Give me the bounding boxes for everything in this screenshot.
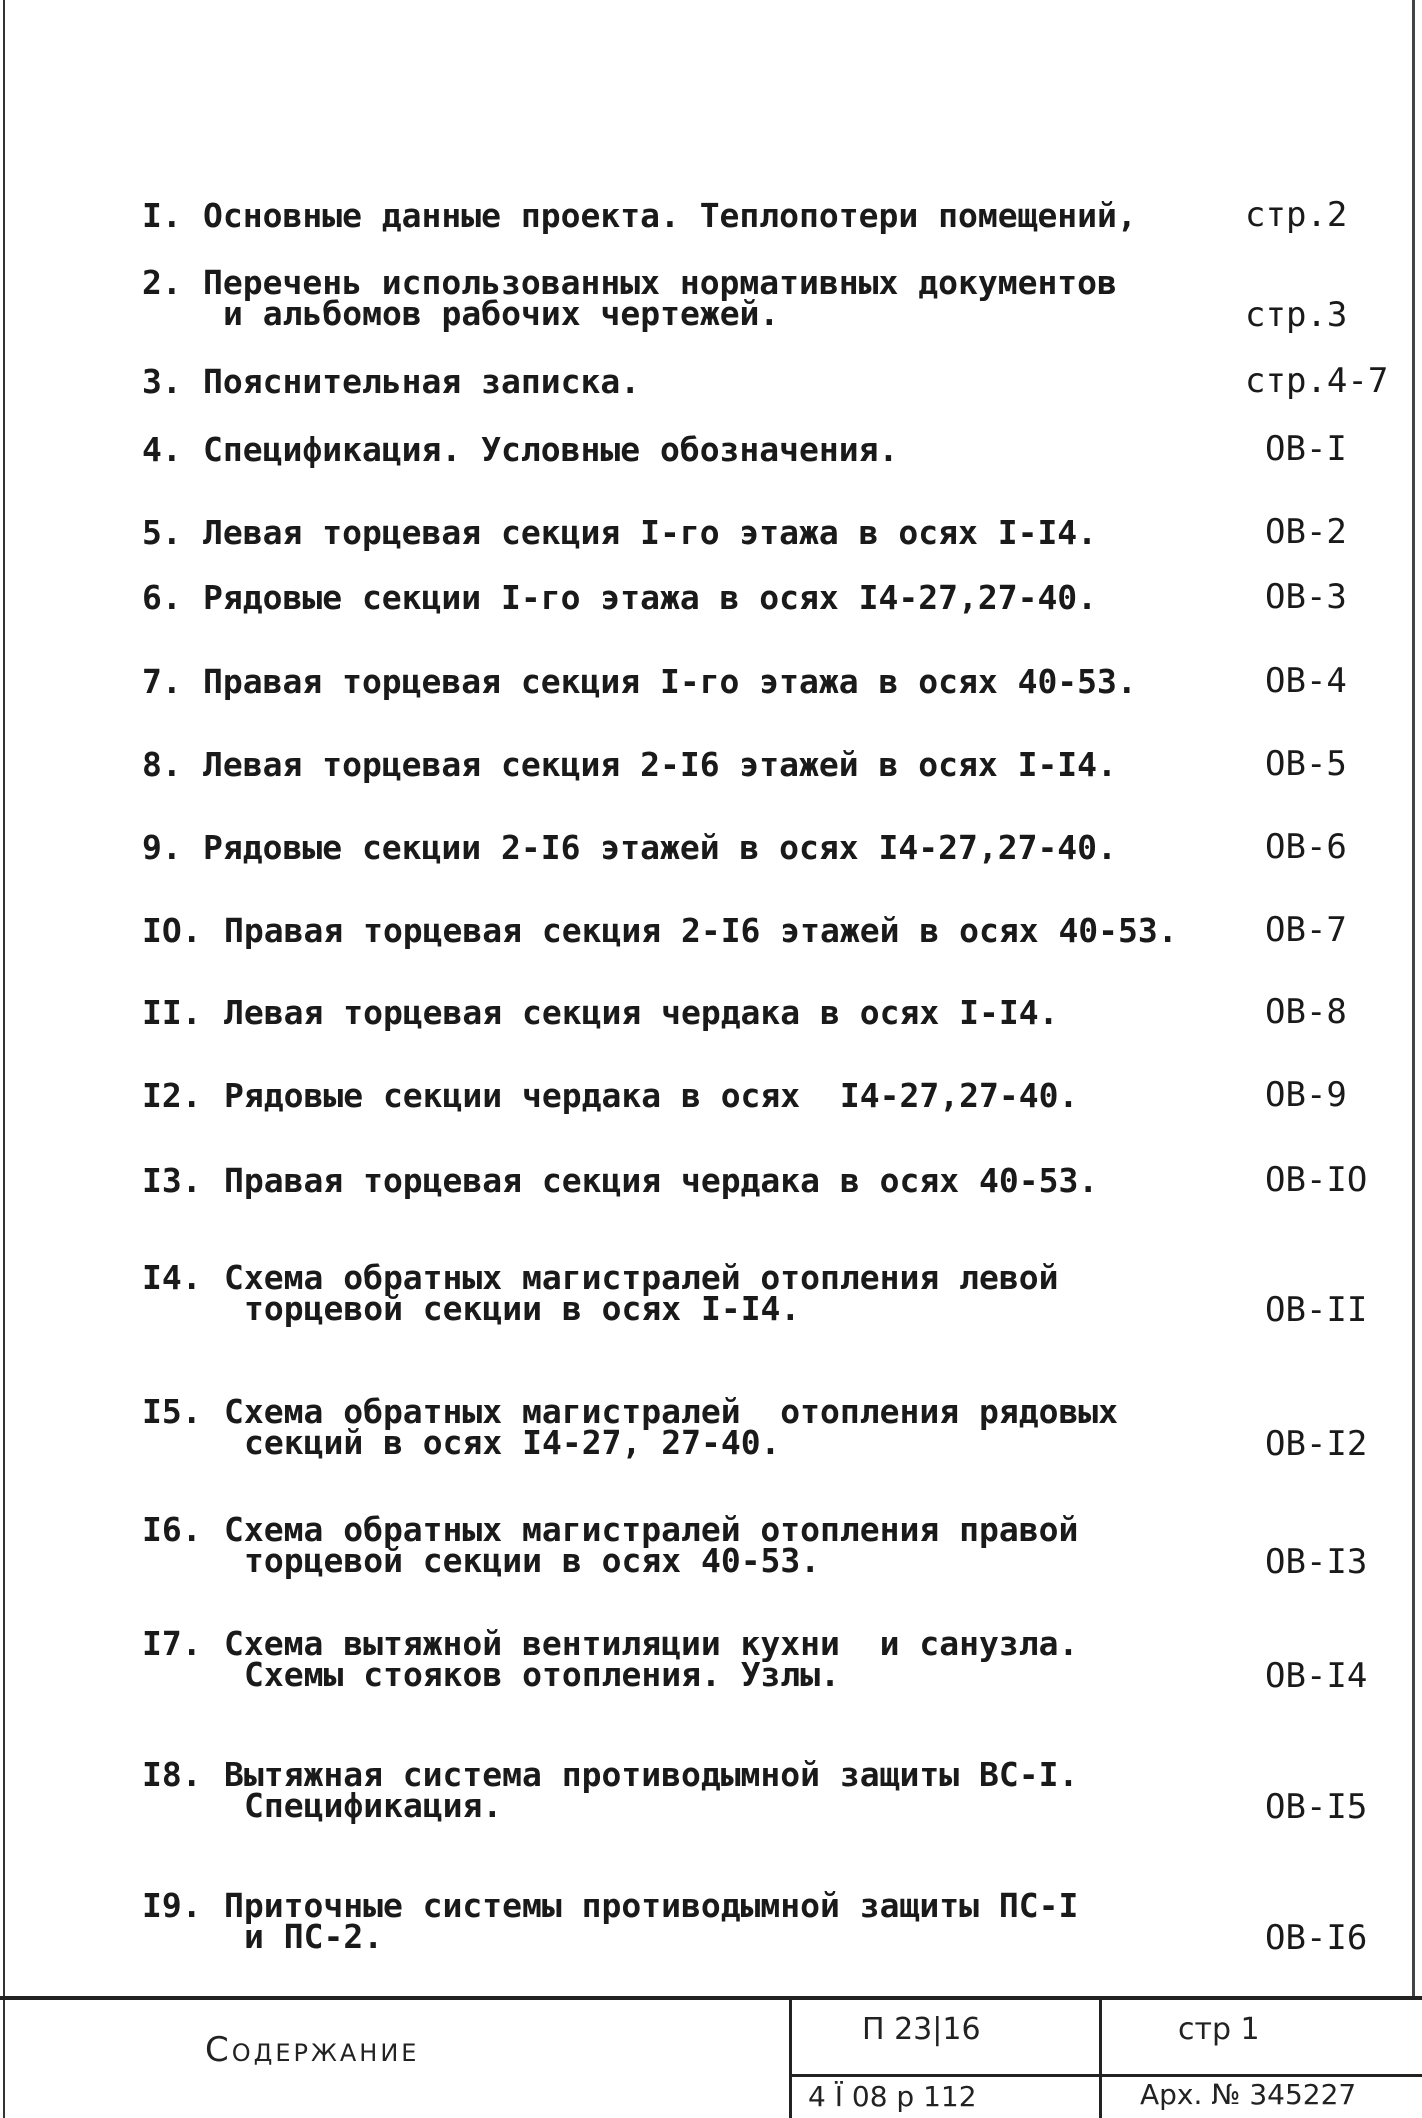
item-number: I6. bbox=[142, 1510, 202, 1549]
item-title: Вытяжная система противодымной защиты ВС-I. bbox=[224, 1755, 1079, 1794]
item-title: и альбомов рабочих чертежей. bbox=[223, 294, 780, 333]
item-title: Правая торцевая секция 2-I6 этажей в осях 40-53. bbox=[224, 911, 1178, 950]
item-number: 7. bbox=[142, 662, 182, 701]
item-title: торцевой секции в осях I-I4. bbox=[244, 1289, 801, 1328]
divider bbox=[1099, 1996, 1102, 2118]
item-page-ref: ОВ-IO bbox=[1265, 1160, 1368, 1200]
item-page-ref: ОВ-I5 bbox=[1265, 1787, 1368, 1827]
item-page-ref: ОВ-6 bbox=[1265, 827, 1347, 867]
item-number: 2. bbox=[142, 263, 182, 302]
item-page-ref: стр.3 bbox=[1245, 295, 1348, 335]
divider bbox=[789, 1996, 792, 2118]
item-number: 4. bbox=[142, 430, 182, 469]
item-number: 5. bbox=[142, 513, 182, 552]
item-page-ref: ОВ-9 bbox=[1265, 1075, 1347, 1115]
item-number: 9. bbox=[142, 828, 182, 867]
item-number: I2. bbox=[142, 1076, 202, 1115]
item-page-ref: ОВ-I3 bbox=[1265, 1542, 1368, 1582]
item-number: 8. bbox=[142, 745, 182, 784]
archive-number: Арх. № 345227 bbox=[1140, 2078, 1357, 2111]
item-page-ref: ОВ-II bbox=[1265, 1290, 1368, 1330]
item-page-ref: ОВ-2 bbox=[1265, 512, 1347, 552]
item-page-ref: ОВ-I4 bbox=[1265, 1656, 1368, 1696]
item-title: Спецификация. Условные обозначения. bbox=[203, 430, 899, 469]
item-title: Рядовые секции чердака в осях I4-27,27-40. bbox=[224, 1076, 1079, 1115]
item-title: Схемы стояков отопления. Узлы. bbox=[244, 1655, 841, 1694]
item-number: I. bbox=[142, 196, 182, 235]
item-title: Схема обратных магистралей отопления правой bbox=[224, 1510, 1079, 1549]
divider bbox=[789, 2074, 1422, 2077]
item-title: Схема обратных магистралей отопления рядовых bbox=[224, 1392, 1119, 1431]
item-title: Спецификация. bbox=[244, 1786, 503, 1825]
item-page-ref: ОВ-8 bbox=[1265, 992, 1347, 1032]
item-page-ref: стр.2 bbox=[1245, 195, 1348, 235]
item-number: I7. bbox=[142, 1624, 202, 1663]
item-page-ref: ОВ-3 bbox=[1265, 577, 1347, 617]
item-page-ref: ОВ-I6 bbox=[1265, 1918, 1368, 1958]
item-title: Правая торцевая секция чердака в осях 40-53. bbox=[224, 1161, 1099, 1200]
item-title: Левая торцевая секция 2-I6 этажей в осях I-I4. bbox=[203, 745, 1117, 784]
item-title: Правая торцевая секция I-го этажа в осях 40-53. bbox=[203, 662, 1137, 701]
item-number: 3. bbox=[142, 362, 182, 401]
title-block-top-border bbox=[0, 1996, 1422, 2000]
page-border-right bbox=[1412, 0, 1415, 2000]
item-title: Левая торцевая секция I-го этажа в осях I-I4. bbox=[203, 513, 1098, 552]
item-page-ref: ОВ-4 bbox=[1265, 661, 1347, 701]
item-title: Рядовые секции I-го этажа в осях I4-27,27-40. bbox=[203, 578, 1098, 617]
item-page-ref: ОВ-7 bbox=[1265, 910, 1347, 950]
item-number: I5. bbox=[142, 1392, 202, 1431]
item-title: Основные данные проекта. Теплопотери помещений, bbox=[203, 196, 1137, 235]
item-page-ref: ОВ-5 bbox=[1265, 744, 1347, 784]
document-title: Содержание bbox=[205, 2030, 420, 2070]
item-title: Рядовые секции 2-I6 этажей в осях I4-27,27-40. bbox=[203, 828, 1117, 867]
item-number: 6. bbox=[142, 578, 182, 617]
item-number: I9. bbox=[142, 1886, 202, 1925]
item-title: и ПС-2. bbox=[244, 1917, 384, 1956]
item-number: II. bbox=[142, 993, 202, 1032]
item-page-ref: ОВ-I2 bbox=[1265, 1424, 1368, 1464]
item-title: торцевой секции в осях 40-53. bbox=[244, 1541, 821, 1580]
title-block bbox=[0, 1996, 1422, 2118]
item-title: Пояснительная записка. bbox=[203, 362, 641, 401]
item-page-ref: стр.4-7 bbox=[1245, 361, 1389, 401]
item-title: Перечень использованных нормативных документов bbox=[203, 263, 1117, 302]
project-code: П 23|16 bbox=[862, 2012, 981, 2047]
page-border-left bbox=[3, 0, 5, 2118]
item-number: I4. bbox=[142, 1258, 202, 1297]
item-title: Левая торцевая секция чердака в осях I-I4. bbox=[224, 993, 1059, 1032]
series-code: 4 Ï 08 р 112 bbox=[808, 2080, 977, 2113]
item-title: Схема обратных магистралей отопления левой bbox=[224, 1258, 1059, 1297]
item-title: секций в осях I4-27, 27-40. bbox=[244, 1423, 781, 1462]
item-number: I8. bbox=[142, 1755, 202, 1794]
item-page-ref: ОВ-I bbox=[1265, 429, 1347, 469]
item-number: I3. bbox=[142, 1161, 202, 1200]
item-title: Приточные системы противодымной защиты ПС-I bbox=[224, 1886, 1079, 1925]
item-title: Схема вытяжной вентиляции кухни и санузла. bbox=[224, 1624, 1079, 1663]
item-number: IO. bbox=[142, 911, 202, 950]
sheet-number: стр 1 bbox=[1178, 2012, 1260, 2047]
